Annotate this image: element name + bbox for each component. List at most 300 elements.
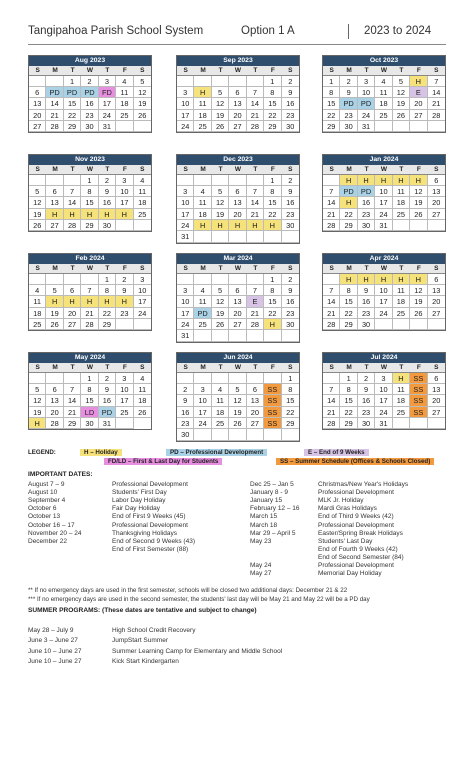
day-cell xyxy=(282,231,299,242)
weekday-header: S xyxy=(29,165,46,175)
option-label: Option 1 A xyxy=(241,25,295,37)
day-cell: 23 xyxy=(177,418,194,429)
date-event: End of Third 9 Weeks (42) xyxy=(318,513,394,521)
day-cell xyxy=(64,175,81,186)
day-cell xyxy=(264,429,281,440)
day-cell: H xyxy=(410,175,427,186)
day-cell: 31 xyxy=(358,121,375,132)
weekday-header: T xyxy=(212,363,229,373)
day-cell xyxy=(229,231,246,242)
day-cell: 10 xyxy=(194,395,211,406)
day-cell xyxy=(29,274,46,285)
date-range: September 4 xyxy=(28,497,66,505)
day-cell: 22 xyxy=(264,308,281,319)
weekday-header: M xyxy=(194,66,211,76)
day-cell: 18 xyxy=(393,296,410,307)
note-second-semester: *** If no emergency days are used in the second semester, the students' last day will be May 21 and May 22 will be a PD day xyxy=(28,596,370,603)
day-cell: 18 xyxy=(393,197,410,208)
note-first-semester: ** If no emergency days are used in the first semester, schools will be closed two additional days: December 21 & 22 xyxy=(28,587,348,594)
day-cell: 27 xyxy=(229,121,246,132)
school-year: 2023 to 2024 xyxy=(364,25,432,37)
day-cell: 24 xyxy=(375,407,392,418)
summer-programs-title: SUMMER PROGRAMS: (These dates are tentative and subject to change) xyxy=(28,607,257,614)
weekday-header: M xyxy=(46,363,63,373)
day-cell: 19 xyxy=(229,407,246,418)
date-event: End of First 9 Weeks (45) xyxy=(112,513,186,521)
date-event: Labor Day Holiday xyxy=(112,497,166,505)
day-cell: 9 xyxy=(282,285,299,296)
day-cell: 8 xyxy=(99,285,116,296)
weekday-header: F xyxy=(410,264,427,274)
date-range: May 23 xyxy=(250,537,272,545)
day-cell: 24 xyxy=(194,418,211,429)
weekday-header: M xyxy=(340,66,357,76)
day-cell: 29 xyxy=(99,319,116,330)
day-cell: H xyxy=(358,274,375,285)
day-cell: 25 xyxy=(393,308,410,319)
day-cell: 16 xyxy=(358,296,375,307)
weekday-header: W xyxy=(81,165,98,175)
weekday-header: S xyxy=(134,264,151,274)
day-cell xyxy=(428,418,445,429)
day-cell: 8 xyxy=(81,384,98,395)
day-cell: 31 xyxy=(177,330,194,341)
day-cell: 2 xyxy=(99,373,116,384)
important-dates-title: IMPORTANT DATES: xyxy=(28,471,93,478)
day-cell: 13 xyxy=(428,186,445,197)
weekday-header: S xyxy=(323,264,340,274)
day-cell: 30 xyxy=(282,319,299,330)
day-cell: 18 xyxy=(212,407,229,418)
day-cell: 9 xyxy=(358,384,375,395)
date-range: October 13 xyxy=(28,513,61,521)
day-cell: 3 xyxy=(177,87,194,98)
day-cell xyxy=(282,330,299,341)
day-cell xyxy=(116,319,133,330)
day-cell: 10 xyxy=(116,186,133,197)
day-cell: 13 xyxy=(428,384,445,395)
day-cell: 25 xyxy=(134,209,151,220)
weekday-header: S xyxy=(428,363,445,373)
day-cell: 2 xyxy=(116,274,133,285)
day-cell: 6 xyxy=(46,186,63,197)
day-cell: 21 xyxy=(247,110,264,121)
day-cell: 26 xyxy=(134,407,151,418)
weekday-header: F xyxy=(116,165,133,175)
day-cell: H xyxy=(81,296,98,307)
day-cell xyxy=(212,373,229,384)
day-cell: 26 xyxy=(212,319,229,330)
weekday-header: T xyxy=(64,363,81,373)
day-cell: 10 xyxy=(116,384,133,395)
day-cell: 17 xyxy=(134,296,151,307)
day-cell: 17 xyxy=(177,308,194,319)
day-cell xyxy=(229,429,246,440)
day-cell: 13 xyxy=(29,98,46,109)
day-cell xyxy=(428,220,445,231)
day-cell: 15 xyxy=(264,197,281,208)
day-cell xyxy=(229,373,246,384)
day-cell: 3 xyxy=(194,384,211,395)
month-calendar xyxy=(28,154,152,232)
day-cell: 26 xyxy=(29,220,46,231)
day-cell: H xyxy=(229,220,246,231)
day-cell: 1 xyxy=(264,274,281,285)
day-cell: 31 xyxy=(375,220,392,231)
day-cell: 21 xyxy=(64,407,81,418)
day-cell: PD xyxy=(358,98,375,109)
day-cell xyxy=(194,76,211,87)
weekday-header: S xyxy=(282,264,299,274)
month-calendar xyxy=(322,352,446,430)
day-cell: 9 xyxy=(99,384,116,395)
month-calendar xyxy=(176,352,300,442)
day-cell: 15 xyxy=(340,296,357,307)
day-cell: 1 xyxy=(264,175,281,186)
day-cell: LD xyxy=(81,407,98,418)
day-cell xyxy=(212,429,229,440)
day-cell: 24 xyxy=(134,308,151,319)
month-calendar xyxy=(28,55,152,133)
day-cell xyxy=(194,231,211,242)
day-cell: 25 xyxy=(393,209,410,220)
day-cell xyxy=(428,121,445,132)
day-cell: H xyxy=(99,209,116,220)
day-cell: 22 xyxy=(264,110,281,121)
day-cell: 9 xyxy=(282,186,299,197)
day-cell: 11 xyxy=(194,98,211,109)
day-cell: 18 xyxy=(194,209,211,220)
day-cell: 29 xyxy=(64,121,81,132)
day-cell: 10 xyxy=(375,285,392,296)
day-cell: 10 xyxy=(358,87,375,98)
day-cell: 18 xyxy=(194,110,211,121)
day-cell: 1 xyxy=(81,373,98,384)
day-cell: 3 xyxy=(116,175,133,186)
day-cell: 2 xyxy=(358,373,375,384)
weekday-header: M xyxy=(340,264,357,274)
day-cell xyxy=(46,175,63,186)
day-cell xyxy=(410,418,427,429)
weekday-header: T xyxy=(393,264,410,274)
day-cell: 27 xyxy=(428,209,445,220)
day-cell: 30 xyxy=(358,418,375,429)
month-title: Jan 2024 xyxy=(323,155,445,165)
day-cell: H xyxy=(393,274,410,285)
weekday-header: T xyxy=(64,66,81,76)
weekday-header: T xyxy=(64,165,81,175)
day-cell: 6 xyxy=(428,373,445,384)
day-cell: 14 xyxy=(46,98,63,109)
day-cell: 19 xyxy=(393,98,410,109)
day-cell xyxy=(428,319,445,330)
date-range: November 20 – 24 xyxy=(28,529,82,537)
day-cell: 30 xyxy=(358,220,375,231)
date-range: February 12 – 16 xyxy=(250,505,300,513)
day-cell: H xyxy=(410,274,427,285)
day-cell: 27 xyxy=(229,319,246,330)
date-range: March 15 xyxy=(250,513,278,521)
day-cell: 13 xyxy=(229,197,246,208)
day-cell: 7 xyxy=(247,186,264,197)
day-cell: 20 xyxy=(428,395,445,406)
day-cell: 31 xyxy=(177,231,194,242)
weekday-header: T xyxy=(212,66,229,76)
day-cell: 17 xyxy=(375,197,392,208)
weekday-header: T xyxy=(393,66,410,76)
weekday-header: F xyxy=(116,264,133,274)
day-cell: 3 xyxy=(177,186,194,197)
day-cell: 24 xyxy=(177,220,194,231)
day-cell: 23 xyxy=(282,209,299,220)
day-cell: 4 xyxy=(194,186,211,197)
month-title: Sep 2023 xyxy=(177,56,299,66)
day-cell: 21 xyxy=(46,110,63,121)
day-cell: H xyxy=(64,209,81,220)
weekday-header: M xyxy=(46,165,63,175)
weekday-header: F xyxy=(264,363,281,373)
day-cell xyxy=(393,121,410,132)
day-cell: 5 xyxy=(212,87,229,98)
day-cell xyxy=(229,274,246,285)
weekday-header: S xyxy=(282,165,299,175)
day-cell: 29 xyxy=(64,418,81,429)
month-title: May 2024 xyxy=(29,353,151,363)
day-cell xyxy=(29,175,46,186)
month-title: Nov 2023 xyxy=(29,155,151,165)
weekday-header: W xyxy=(375,66,392,76)
day-cell xyxy=(323,373,340,384)
day-cell: 12 xyxy=(29,395,46,406)
date-range: May 27 xyxy=(250,570,272,578)
weekday-header: W xyxy=(375,363,392,373)
day-cell: 5 xyxy=(134,76,151,87)
month-calendar xyxy=(176,154,300,244)
day-cell: 1 xyxy=(340,373,357,384)
date-range: June 10 – June 27 xyxy=(28,647,82,655)
day-cell: 19 xyxy=(29,209,46,220)
day-cell: 30 xyxy=(282,121,299,132)
day-cell: H xyxy=(375,175,392,186)
day-cell: 1 xyxy=(264,76,281,87)
day-cell: 25 xyxy=(194,319,211,330)
date-event: End of First Semester (88) xyxy=(112,545,189,553)
day-cell: 25 xyxy=(116,407,133,418)
day-cell: 8 xyxy=(323,87,340,98)
date-event: Professional Development xyxy=(112,521,188,529)
day-cell: 22 xyxy=(264,209,281,220)
day-cell: 20 xyxy=(410,98,427,109)
day-cell: 13 xyxy=(247,395,264,406)
day-cell: 30 xyxy=(282,220,299,231)
day-cell: 28 xyxy=(247,121,264,132)
weekday-header: M xyxy=(340,165,357,175)
day-cell: 11 xyxy=(116,87,133,98)
day-cell: 27 xyxy=(46,220,63,231)
day-cell: 16 xyxy=(177,407,194,418)
day-cell xyxy=(212,330,229,341)
day-cell: 30 xyxy=(340,121,357,132)
day-cell: 14 xyxy=(323,395,340,406)
day-cell: 29 xyxy=(340,319,357,330)
day-cell: 28 xyxy=(323,319,340,330)
day-cell: 8 xyxy=(264,186,281,197)
weekday-header: W xyxy=(81,363,98,373)
day-cell: H xyxy=(29,418,46,429)
day-cell: 20 xyxy=(428,197,445,208)
date-event: End of Second Semester (84) xyxy=(318,553,404,561)
day-cell: 8 xyxy=(264,87,281,98)
day-cell: H xyxy=(264,319,281,330)
weekday-header: M xyxy=(194,264,211,274)
day-cell: 8 xyxy=(340,285,357,296)
weekday-header: T xyxy=(99,165,116,175)
day-cell xyxy=(177,274,194,285)
day-cell xyxy=(410,319,427,330)
day-cell: 21 xyxy=(247,308,264,319)
month-title: Jul 2024 xyxy=(323,353,445,363)
day-cell: SS xyxy=(410,373,427,384)
day-cell: 11 xyxy=(393,384,410,395)
day-cell xyxy=(323,175,340,186)
day-cell xyxy=(29,76,46,87)
day-cell: 1 xyxy=(99,274,116,285)
month-title: Jun 2024 xyxy=(177,353,299,363)
day-cell: 6 xyxy=(428,274,445,285)
header-rule xyxy=(28,44,446,45)
day-cell: PD xyxy=(99,407,116,418)
day-cell: 27 xyxy=(29,121,46,132)
day-cell: 10 xyxy=(375,186,392,197)
weekday-header: T xyxy=(358,363,375,373)
day-cell: 19 xyxy=(410,296,427,307)
weekday-header: T xyxy=(393,165,410,175)
day-cell: 23 xyxy=(282,110,299,121)
day-cell: 1 xyxy=(282,373,299,384)
day-cell xyxy=(410,121,427,132)
day-cell: 7 xyxy=(247,285,264,296)
date-event: Professional Development xyxy=(318,521,394,529)
day-cell: PD xyxy=(81,87,98,98)
day-cell: SS xyxy=(264,418,281,429)
day-cell xyxy=(247,175,264,186)
day-cell: 24 xyxy=(177,319,194,330)
month-title: Aug 2023 xyxy=(29,56,151,66)
day-cell: 19 xyxy=(212,308,229,319)
day-cell: 15 xyxy=(340,395,357,406)
day-cell: 18 xyxy=(134,395,151,406)
month-calendar xyxy=(176,253,300,343)
month-title: Oct 2023 xyxy=(323,56,445,66)
day-cell: 5 xyxy=(212,285,229,296)
date-event: High School Credit Recovery xyxy=(112,627,196,634)
date-event: Kick Start Kindergarten xyxy=(112,657,179,665)
day-cell: 19 xyxy=(212,110,229,121)
weekday-header: F xyxy=(116,66,133,76)
day-cell: 17 xyxy=(177,110,194,121)
month-calendar xyxy=(176,55,300,133)
day-cell: 18 xyxy=(393,395,410,406)
day-cell: 4 xyxy=(134,373,151,384)
day-cell: 15 xyxy=(81,395,98,406)
day-cell: 20 xyxy=(29,110,46,121)
day-cell: 4 xyxy=(212,384,229,395)
day-cell: 11 xyxy=(194,296,211,307)
day-cell: 4 xyxy=(29,285,46,296)
day-cell: 3 xyxy=(375,373,392,384)
weekday-header: T xyxy=(358,264,375,274)
day-cell: PD xyxy=(358,186,375,197)
day-cell: 5 xyxy=(393,76,410,87)
date-event: Professional Development xyxy=(318,489,394,497)
day-cell: PD xyxy=(46,87,63,98)
weekday-header: T xyxy=(247,66,264,76)
day-cell: 13 xyxy=(229,98,246,109)
day-cell: 18 xyxy=(375,98,392,109)
weekday-header: S xyxy=(134,66,151,76)
weekday-header: T xyxy=(247,363,264,373)
weekday-header: S xyxy=(323,66,340,76)
day-cell: SS xyxy=(410,395,427,406)
day-cell: 17 xyxy=(177,209,194,220)
weekday-header: S xyxy=(323,165,340,175)
day-cell: 12 xyxy=(393,87,410,98)
date-range: October 16 – 17 xyxy=(28,521,75,529)
day-cell: 19 xyxy=(410,197,427,208)
weekday-header: F xyxy=(410,66,427,76)
day-cell: 20 xyxy=(64,308,81,319)
weekday-header: T xyxy=(212,165,229,175)
day-cell xyxy=(194,274,211,285)
day-cell: 13 xyxy=(428,285,445,296)
day-cell: 29 xyxy=(264,121,281,132)
date-event: Summer Learning Camp for Elementary and Middle School xyxy=(112,647,283,655)
day-cell: 22 xyxy=(340,308,357,319)
day-cell: 18 xyxy=(29,308,46,319)
day-cell: PD xyxy=(194,308,211,319)
date-range: December 22 xyxy=(28,537,68,545)
weekday-header: F xyxy=(410,165,427,175)
weekday-header: W xyxy=(375,165,392,175)
weekday-header: W xyxy=(229,165,246,175)
day-cell: FD xyxy=(99,87,116,98)
day-cell: SS xyxy=(264,384,281,395)
day-cell: 15 xyxy=(264,296,281,307)
day-cell xyxy=(116,418,133,429)
weekday-header: S xyxy=(428,264,445,274)
day-cell: 4 xyxy=(116,76,133,87)
day-cell: 9 xyxy=(282,87,299,98)
day-cell: 12 xyxy=(212,296,229,307)
day-cell: SS xyxy=(264,395,281,406)
date-event: Christmas/New Year's Holidays xyxy=(318,481,409,488)
day-cell: 10 xyxy=(134,285,151,296)
date-range: June 10 – June 27 xyxy=(28,657,82,665)
day-cell: 2 xyxy=(282,76,299,87)
day-cell: 26 xyxy=(393,110,410,121)
day-cell: 11 xyxy=(212,395,229,406)
day-cell: 2 xyxy=(282,274,299,285)
day-cell: 18 xyxy=(134,197,151,208)
weekday-header: M xyxy=(194,363,211,373)
date-event: Easter/Spring Break Holidays xyxy=(318,529,403,537)
day-cell: 20 xyxy=(229,110,246,121)
day-cell: 28 xyxy=(323,418,340,429)
day-cell xyxy=(46,373,63,384)
day-cell: H xyxy=(46,296,63,307)
day-cell: H xyxy=(340,197,357,208)
day-cell: 19 xyxy=(212,209,229,220)
